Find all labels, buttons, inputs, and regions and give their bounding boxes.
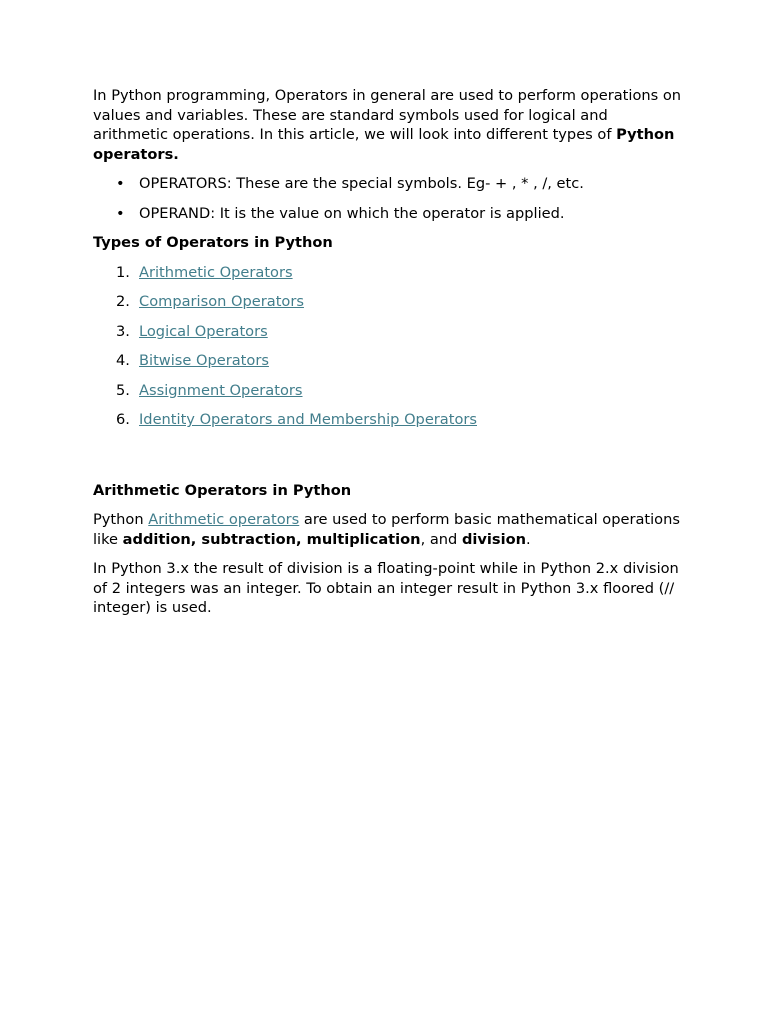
arithmetic-heading: Arithmetic Operators in Python <box>93 481 352 499</box>
section-spacer <box>93 440 683 481</box>
list-number: 4. <box>116 352 130 369</box>
list-item <box>93 381 683 401</box>
arithmetic-paragraph <box>93 510 683 549</box>
list-item <box>93 351 683 371</box>
types-heading: Types of Operators in Python <box>93 234 333 251</box>
operator-types-list <box>93 263 683 430</box>
link-logical-operators[interactable]: Logical Operators <box>139 322 268 340</box>
intro-paragraph <box>93 86 683 164</box>
bullet-marker: • <box>116 175 125 192</box>
list-item <box>93 410 683 430</box>
division-paragraph: In Python 3.x the result of division is a floating-point while in Python 2.x division of 2 integers was an integer. To obtain an integer result in Python 3.x floored (// integer) is used. <box>93 560 679 616</box>
para-middle: are used to perform basic mathematical operations like <box>93 511 680 548</box>
para-prefix: Python <box>93 511 149 528</box>
bullet-marker: • <box>116 204 125 222</box>
para-bold-division: division <box>461 530 527 548</box>
definitions-list <box>93 174 683 223</box>
list-item <box>93 263 683 283</box>
list-item <box>93 292 683 312</box>
list-number: 5. <box>116 381 130 399</box>
para-end: . <box>526 530 531 548</box>
link-comparison-operators[interactable]: Comparison Operators <box>139 293 304 310</box>
list-number: 2. <box>116 293 130 310</box>
list-number: 6. <box>116 411 130 428</box>
bullet-text: OPERAND: It is the value on which the operator is applied. <box>139 204 565 222</box>
document-page <box>93 86 683 628</box>
link-arithmetic-operators[interactable]: Arithmetic Operators <box>139 263 293 281</box>
list-item <box>93 174 683 194</box>
bullet-text: OPERATORS: These are the special symbols. Eg- + , * , /, etc. <box>139 175 584 192</box>
para-bold-operations: addition, subtraction, multiplication <box>122 530 421 548</box>
intro-text: In Python programming, Operators in general are used to perform operations on values and variables. These are standard symbols used for logical and arithmetic operations. In this article, we will look into different types of <box>93 87 682 143</box>
intro-bold-text: Python operators. <box>93 126 675 163</box>
link-bitwise-operators[interactable]: Bitwise Operators <box>139 352 269 369</box>
list-number: 3. <box>116 322 130 340</box>
link-assignment-operators[interactable]: Assignment Operators <box>139 381 303 399</box>
list-number: 1. <box>116 263 130 281</box>
para-comma-and: , and <box>420 530 462 548</box>
link-identity-membership-operators[interactable]: Identity Operators and Membership Operators <box>139 411 477 428</box>
list-item <box>93 204 683 224</box>
link-arithmetic-operators-inline[interactable]: Arithmetic operators <box>148 511 300 528</box>
list-item <box>93 322 683 342</box>
